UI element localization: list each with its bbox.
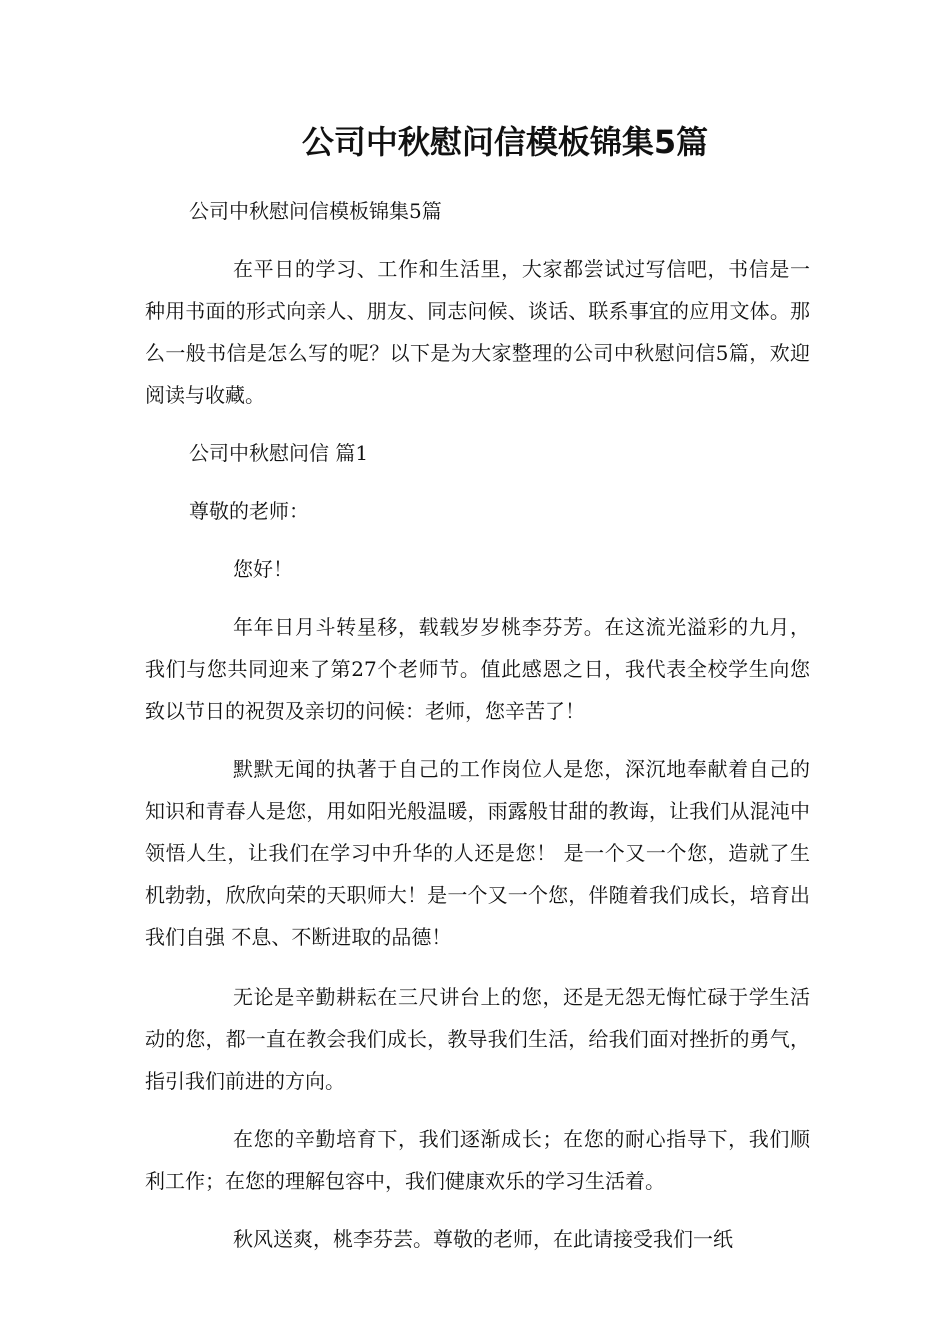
body-paragraph: 年年日月斗转星移，载载岁岁桃李芬芳。在这流光溢彩的九月，我们与您共同迎来了第27个老师节。值此感恩之日，我代表全校学生向您致以节日的祝贺及亲切的问候：老师，您辛苦了！ bbox=[145, 615, 810, 723]
section-heading: 公司中秋慰问信 篇1 bbox=[189, 441, 369, 465]
document-body bbox=[145, 190, 810, 1260]
body-paragraph: 默默无闻的执著于自己的工作岗位人是您，深沉地奉献着自己的知识和青春人是您，用如阳光般温暖，雨露般甘甜的教诲，让我们从混沌中领悟人生，让我们在学习中升华的人还是您！ 是一个又一个您，造就了生机勃勃，欣欣向荣的天职师大！是一个又一个您，伴随着我们成长，培育出我们自强 不息、不断进取的品德！ bbox=[145, 757, 810, 949]
greeting: 您好！ bbox=[233, 557, 293, 581]
body-paragraph: 秋风送爽，桃李芬芸。尊敬的老师，在此请接受我们一纸 bbox=[233, 1227, 733, 1251]
intro-paragraph: 在平日的学习、工作和生活里，大家都尝试过写信吧，书信是一种用书面的形式向亲人、朋友、同志问候、谈话、联系事宜的应用文体。那么一般书信是怎么写的呢？以下是为大家整理的公司中秋慰问信5篇，欢迎阅读与收藏。 bbox=[145, 257, 810, 407]
subtitle-paragraph: 公司中秋慰问信模板锦集5篇 bbox=[189, 199, 442, 223]
body-paragraph: 无论是辛勤耕耘在三尺讲台上的您，还是无怨无悔忙碌于学生活动的您，都一直在教会我们成长，教导我们生活，给我们面对挫折的勇气，指引我们前进的方向。 bbox=[145, 985, 810, 1093]
document-title: 公司中秋慰问信模板锦集5篇 bbox=[301, 123, 709, 161]
salutation: 尊敬的老师： bbox=[189, 499, 309, 523]
body-paragraph: 在您的辛勤培育下，我们逐渐成长；在您的耐心指导下，我们顺利工作；在您的理解包容中，我们健康欢乐的学习生活着。 bbox=[145, 1127, 810, 1193]
